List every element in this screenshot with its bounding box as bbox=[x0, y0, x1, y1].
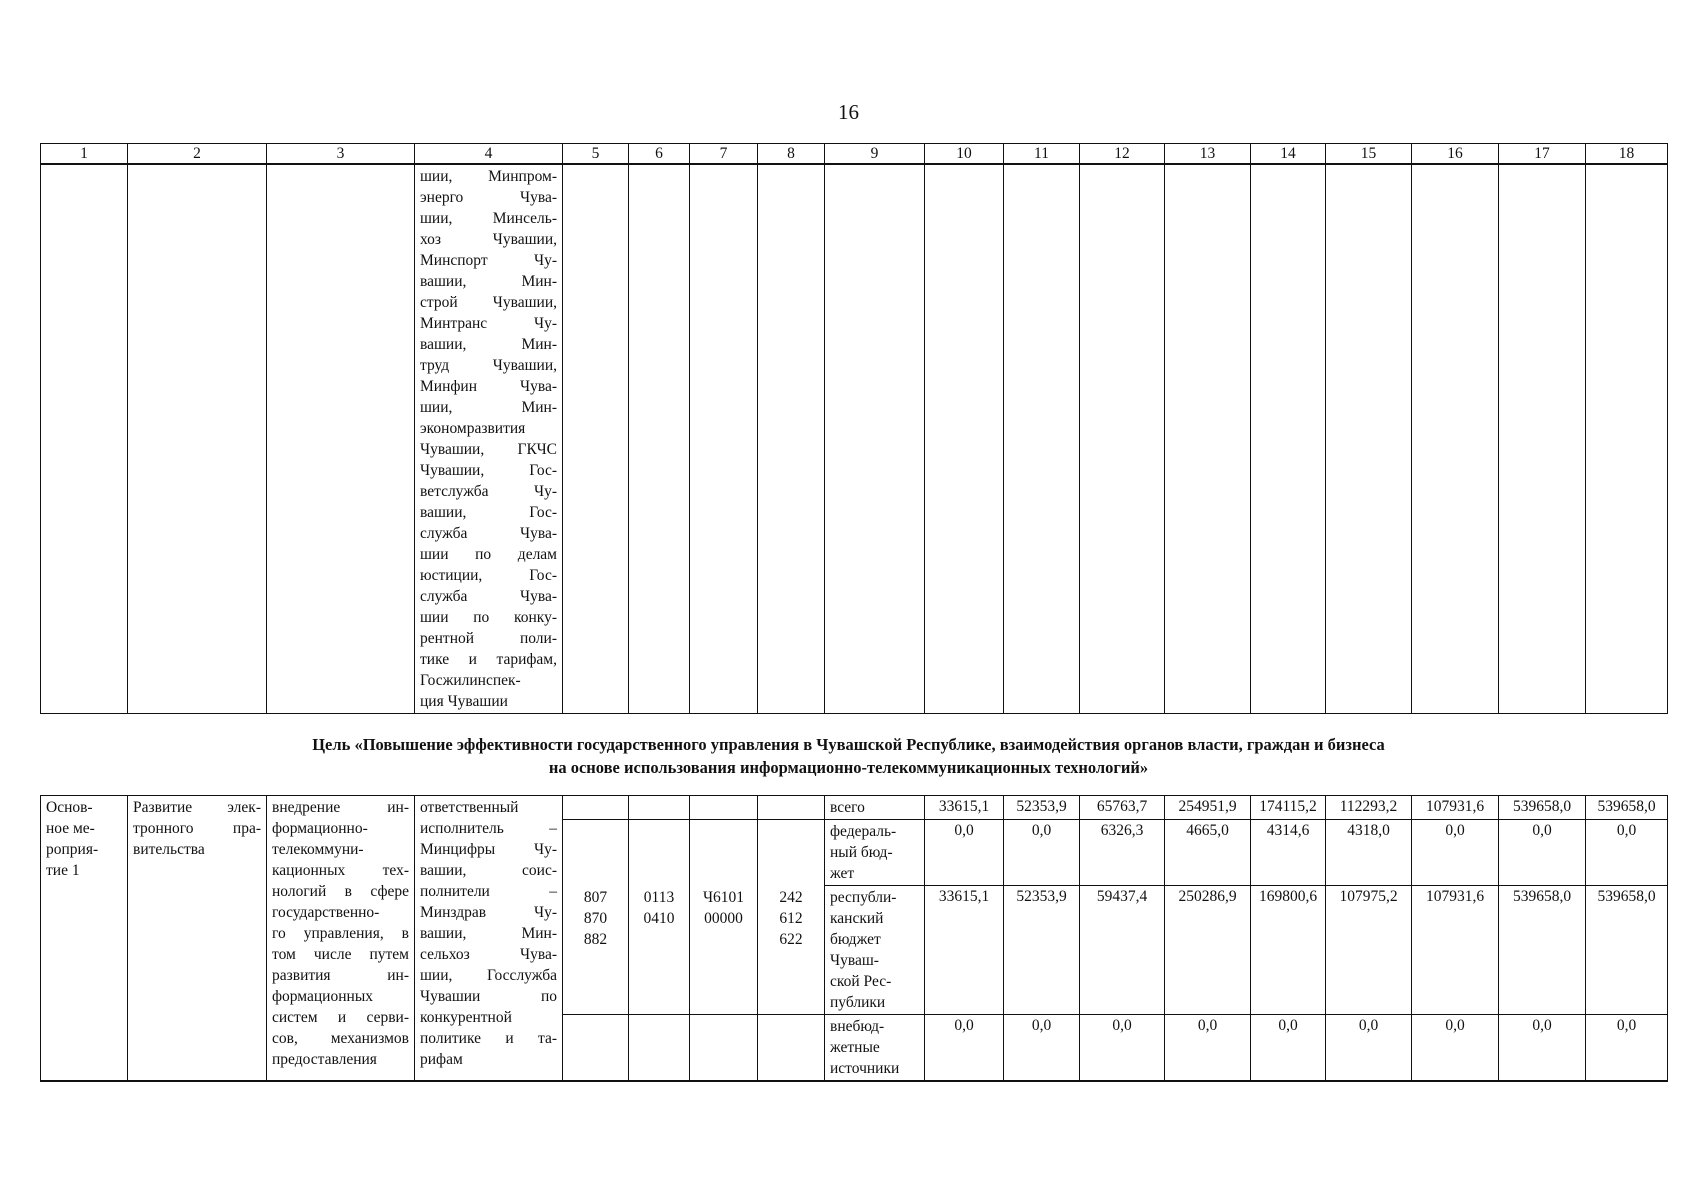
executor-line: исполнитель – bbox=[420, 820, 557, 837]
funding-value: 4665,0 bbox=[1165, 820, 1251, 886]
executor-line: вашии, соис- bbox=[420, 862, 557, 879]
column-number: 17 bbox=[1499, 144, 1586, 165]
co-executor-line: Минфин Чува- bbox=[420, 378, 557, 395]
co-executor-line: шии по конку- bbox=[420, 609, 557, 626]
co-executor-line: вашии, Мин- bbox=[420, 336, 557, 353]
co-executor-line: служба Чува- bbox=[420, 525, 557, 542]
executor-line: Чувашии по bbox=[420, 988, 557, 1005]
column-number: 5 bbox=[563, 144, 629, 165]
funding-value: 169800,6 bbox=[1251, 886, 1326, 1015]
funding-row bbox=[41, 796, 1668, 820]
activity-line: го управления, в bbox=[272, 925, 409, 942]
funding-value: 0,0 bbox=[1004, 820, 1080, 886]
target-article-code bbox=[690, 886, 758, 1015]
funding-value: 0,0 bbox=[1499, 820, 1586, 886]
expense-type-code-line: 622 bbox=[779, 930, 803, 948]
co-executor-line: шии, Минсель- bbox=[420, 210, 557, 227]
co-executor-line: труд Чувашии, bbox=[420, 357, 557, 374]
section-code-line: 0410 bbox=[643, 909, 675, 927]
activity-status-line: Основ- bbox=[46, 799, 93, 816]
goal-line-2: на основе использования информационно-телекоммуникационных технологий» bbox=[548, 758, 1149, 777]
goal-line-1: Цель «Повышение эффективности государственного управления в Чувашской Республике, взаимодействия органов власти, граждан и бизнеса bbox=[312, 735, 1385, 754]
co-executor-line: рентной поли- bbox=[420, 630, 557, 647]
activity-line: том числе путем bbox=[272, 946, 409, 963]
funding-value: 539658,0 bbox=[1586, 796, 1668, 820]
co-executor-line: Минспорт Чу- bbox=[420, 252, 557, 269]
funding-source-line: канский bbox=[830, 910, 884, 927]
funding-value: 33615,1 bbox=[925, 886, 1004, 1015]
co-executor-line: вашии, Гос- bbox=[420, 504, 557, 521]
activity-line: формационно- bbox=[272, 820, 368, 837]
co-executor-line: Минтранс Чу- bbox=[420, 315, 557, 332]
funding-value: 254951,9 bbox=[1165, 796, 1251, 820]
activity-line: сов, механизмов bbox=[272, 1030, 409, 1047]
co-executor-line: Чувашии, ГКЧС bbox=[420, 441, 557, 458]
column-number: 1 bbox=[41, 144, 128, 165]
activity-line: нологий в сфере bbox=[272, 883, 409, 900]
funding-source-line: всего bbox=[830, 799, 865, 816]
co-executor-line: шии, Мин- bbox=[420, 399, 557, 416]
target-article-code-line: Ч6101 bbox=[702, 888, 745, 906]
funding-value: 0,0 bbox=[1080, 1015, 1165, 1082]
funding-value: 539658,0 bbox=[1499, 886, 1586, 1015]
column-number: 10 bbox=[925, 144, 1004, 165]
goal-heading bbox=[0, 733, 1697, 779]
funding-value: 33615,1 bbox=[925, 796, 1004, 820]
activity-line: систем и серви- bbox=[272, 1009, 409, 1026]
co-executor-line: ветслужба Чу- bbox=[420, 483, 557, 500]
budget-code-empty bbox=[563, 796, 629, 820]
column-number: 18 bbox=[1586, 144, 1668, 165]
funding-value: 0,0 bbox=[925, 1015, 1004, 1082]
executor-line: ответственный bbox=[420, 799, 519, 816]
subprogram-name bbox=[128, 796, 267, 1082]
budget-code-empty bbox=[758, 796, 825, 820]
column-number-row bbox=[41, 144, 1668, 165]
gr-code-line: 882 bbox=[583, 930, 608, 948]
activity-line: государственно- bbox=[272, 904, 380, 921]
activity-status-line: тие 1 bbox=[46, 862, 80, 879]
funding-value: 0,0 bbox=[1251, 1015, 1326, 1082]
continuation-table bbox=[40, 143, 1668, 714]
activity-line: развития ин- bbox=[272, 967, 409, 984]
funding-source-line: источники bbox=[830, 1060, 900, 1077]
column-number: 8 bbox=[758, 144, 825, 165]
column-number: 2 bbox=[128, 144, 267, 165]
co-executor-line: хоз Чувашии, bbox=[420, 231, 557, 248]
executor-line: рифам bbox=[420, 1051, 463, 1068]
column-number: 12 bbox=[1080, 144, 1165, 165]
activity-description bbox=[267, 796, 415, 1082]
funding-value: 52353,9 bbox=[1004, 886, 1080, 1015]
budget-code-empty bbox=[563, 1015, 629, 1082]
co-executor-line: шии по делам bbox=[420, 546, 557, 563]
executor-line: вашии, Мин- bbox=[420, 925, 557, 942]
activity-status-line: роприя- bbox=[46, 841, 99, 858]
co-executor-line: Госжилинспек- bbox=[420, 672, 521, 689]
co-executor-line: вашии, Мин- bbox=[420, 273, 557, 290]
expense-type-code-line: 612 bbox=[779, 909, 803, 927]
column-number: 16 bbox=[1412, 144, 1499, 165]
expense-type-code-line: 242 bbox=[779, 888, 803, 906]
funding-value: 174115,2 bbox=[1251, 796, 1326, 820]
executor-line: политике и та- bbox=[420, 1030, 557, 1047]
funding-value: 59437,4 bbox=[1080, 886, 1165, 1015]
gr-code bbox=[563, 886, 629, 1015]
budget-code-empty bbox=[563, 820, 629, 886]
executor-line: Минздрав Чу- bbox=[420, 904, 557, 921]
funding-source bbox=[825, 820, 925, 886]
funding-source-line: федераль- bbox=[830, 823, 897, 840]
funding-value: 4318,0 bbox=[1326, 820, 1412, 886]
co-executor-line: Чувашии, Гос- bbox=[420, 462, 557, 479]
funding-source-line: Чуваш- bbox=[830, 952, 879, 969]
funding-value: 6326,3 bbox=[1080, 820, 1165, 886]
activity-line: предоставления bbox=[272, 1051, 377, 1068]
cont-col-3 bbox=[267, 164, 415, 714]
column-number: 4 bbox=[415, 144, 563, 165]
subprogram-line: тронного пра- bbox=[133, 820, 261, 837]
budget-code-empty bbox=[629, 820, 690, 886]
activity-line: кационных тех- bbox=[272, 862, 409, 879]
column-number: 9 bbox=[825, 144, 925, 165]
funding-source-line: бюджет bbox=[830, 931, 881, 948]
column-number: 3 bbox=[267, 144, 415, 165]
funding-source bbox=[825, 886, 925, 1015]
column-number: 11 bbox=[1004, 144, 1080, 165]
funding-source-line: жетные bbox=[830, 1039, 880, 1056]
funding-source-line: внебюд- bbox=[830, 1018, 885, 1035]
executor-line: полнители – bbox=[420, 883, 557, 900]
funding-value: 107931,6 bbox=[1412, 886, 1499, 1015]
co-executor-line: тике и тарифам, bbox=[420, 651, 557, 668]
funding-value: 65763,7 bbox=[1080, 796, 1165, 820]
gr-code-line: 870 bbox=[583, 909, 608, 927]
budget-code-empty bbox=[690, 820, 758, 886]
funding-value: 112293,2 bbox=[1326, 796, 1412, 820]
executor-line: конкурентной bbox=[420, 1009, 512, 1026]
funding-value: 4314,6 bbox=[1251, 820, 1326, 886]
continuation-row bbox=[41, 164, 1668, 714]
funding-value: 539658,0 bbox=[1586, 886, 1668, 1015]
funding-source-line: республи- bbox=[830, 889, 897, 906]
page-number: 16 bbox=[838, 100, 859, 124]
responsible-executor bbox=[415, 796, 563, 1082]
expense-type-code bbox=[758, 886, 825, 1015]
section-code bbox=[629, 886, 690, 1015]
cont-col-1 bbox=[41, 164, 128, 714]
column-number: 15 bbox=[1326, 144, 1412, 165]
funding-source-line: жет bbox=[830, 865, 855, 882]
executor-line: шии, Госслужба bbox=[420, 967, 557, 984]
executor-line: Минцифры Чу- bbox=[420, 841, 557, 858]
activity-table bbox=[40, 795, 1668, 1082]
co-executor-line: служба Чува- bbox=[420, 588, 557, 605]
funding-value: 539658,0 bbox=[1499, 796, 1586, 820]
funding-source-line: публики bbox=[830, 994, 886, 1011]
co-executor-line: юстиции, Гос- bbox=[420, 567, 557, 584]
executor-line: сельхоз Чува- bbox=[420, 946, 557, 963]
activity-line: телекоммуни- bbox=[272, 841, 364, 858]
budget-code-empty bbox=[690, 796, 758, 820]
co-executors-continued bbox=[415, 164, 563, 714]
funding-value: 250286,9 bbox=[1165, 886, 1251, 1015]
column-number: 7 bbox=[690, 144, 758, 165]
funding-source bbox=[825, 796, 925, 820]
co-executor-line: шии, Минпром- bbox=[420, 168, 557, 185]
funding-value: 0,0 bbox=[1499, 1015, 1586, 1082]
funding-source-line: ный бюд- bbox=[830, 844, 893, 861]
funding-value: 0,0 bbox=[1412, 1015, 1499, 1082]
budget-code-empty bbox=[629, 796, 690, 820]
activity-line: формационных bbox=[272, 988, 373, 1005]
column-number: 6 bbox=[629, 144, 690, 165]
funding-value: 0,0 bbox=[1586, 1015, 1668, 1082]
co-executor-line: строй Чувашии, bbox=[420, 294, 557, 311]
co-executor-line: энерго Чува- bbox=[420, 189, 557, 206]
budget-code-empty bbox=[629, 1015, 690, 1082]
activity-status-line: ное ме- bbox=[46, 820, 95, 837]
funding-value: 107931,6 bbox=[1412, 796, 1499, 820]
cont-col-2 bbox=[128, 164, 267, 714]
funding-value: 0,0 bbox=[1586, 820, 1668, 886]
co-executor-line: ция Чувашии bbox=[420, 693, 508, 710]
subprogram-line: вительства bbox=[133, 841, 205, 858]
funding-value: 0,0 bbox=[1412, 820, 1499, 886]
section-code-line: 0113 bbox=[643, 888, 675, 906]
activity-status bbox=[41, 796, 128, 1082]
column-number: 13 bbox=[1165, 144, 1251, 165]
budget-code-empty bbox=[690, 1015, 758, 1082]
target-article-code-line: 00000 bbox=[704, 909, 743, 927]
activity-line: внедрение ин- bbox=[272, 799, 409, 816]
funding-value: 0,0 bbox=[1165, 1015, 1251, 1082]
funding-value: 0,0 bbox=[1326, 1015, 1412, 1082]
column-number: 14 bbox=[1251, 144, 1326, 165]
budget-code-empty bbox=[758, 820, 825, 886]
gr-code-line: 807 bbox=[583, 888, 608, 906]
funding-value: 0,0 bbox=[925, 820, 1004, 886]
funding-value: 107975,2 bbox=[1326, 886, 1412, 1015]
funding-source bbox=[825, 1015, 925, 1082]
budget-code-empty bbox=[758, 1015, 825, 1082]
funding-source-line: ской Рес- bbox=[830, 973, 892, 990]
funding-value: 52353,9 bbox=[1004, 796, 1080, 820]
co-executor-line: экономразвития bbox=[420, 420, 526, 437]
subprogram-line: Развитие элек- bbox=[133, 799, 261, 816]
funding-value: 0,0 bbox=[1004, 1015, 1080, 1082]
